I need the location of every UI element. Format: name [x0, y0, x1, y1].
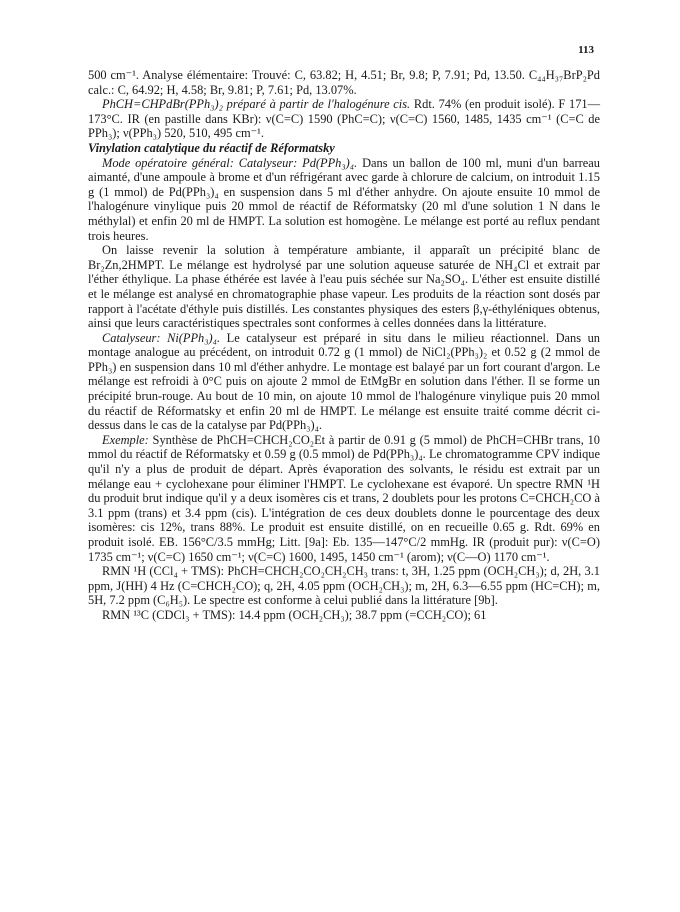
paragraph-cis-complex [88, 97, 600, 141]
paragraph-workup: On laisse revenir la solution à température ambiante, il apparaît un précipité blanc de Br₂Zn,2HMPT. Le mélange est hydrolysé par une solution aqueuse saturée de NH₄Cl et extrait par l'éther éthylique. La phase éthérée est lavée à l'eau puis séchée sur Na₂SO₄. L'éther est ensuite distillé et le mélange est analysé en chromatographie phase vapeur. Les produits de la réaction sont dosés par rapport à l'acétate d'éthyle puis distillés. Les constantes physiques des esters β,γ-éthyléniques obtenus, ainsi que leurs caractéristiques spectrales sont conformes à celles données dans la littérature. [88, 243, 600, 331]
paragraph-lead: Catalyseur: Ni(PPh₃)₄. [102, 330, 221, 345]
paragraph-lead: Exemple: [102, 432, 149, 447]
paragraph-nmr-13c: RMN ¹³C (CDCl₃ + TMS): 14.4 ppm (OCH₂CH₃); 38.7 ppm (=CCH₂CO); 61 [102, 607, 487, 622]
paragraph-nickel-catalyst [88, 331, 600, 433]
paragraph-analysis: 500 cm⁻¹. Analyse élémentaire: Trouvé: C, 63.82; H, 4.51; Br, 9.8; P, 7.91; Pd, 13.50. C₄₄H₃₇BrP₂Pd calc.: C, 64.92; H, 4.58; Br, 9.81; P, 7.61; Pd, 13.07%. [88, 68, 600, 97]
paragraph-nmr-1h: RMN ¹H (CCl₄ + TMS): PhCH=CHCH₂CO₂CH₂CH₃ trans: t, 3H, 1.25 ppm (OCH₂CH₃); d, 2H, 3.1 ppm, J(HH) 4 Hz (C=CHCH₂CO); q, 2H, 4.05 ppm (OCH₂CH₃); m, 2H, 6.3—6.55 ppm (HC=CH); m, 5H, 7.2 ppm (C₆H₅). Le spectre est conforme à celui publié dans la littérature [9b]. [88, 564, 600, 608]
paragraph-body: Synthèse de PhCH=CHCH₂CO₂Et à partir de 0.91 g (5 mmol) de PhCH=CHBr trans, 10 mmol du réactif de Réformatsky et 0.59 g (0.5 mmol) de Pd(PPh₃)₄. Le chromatogramme CPV indique qu'il n'y a plus de produit de départ. Après évaporation des solvants, le résidu est extrait par un mélange eau + cyclohexane pour éliminer l'HMPT. Le cyclohexane est évaporé. Un spectre RMN ¹H du produit brut indique qu'il y a deux isomères cis et trans, 2 doublets pour les protons C=CHCH₂CO à 3.1 ppm (trans) et 3.4 ppm (cis). L'intégration de ces deux doublets donne le pourcentage des deux isomères: cis 12%, trans 88%. Le produit est ensuite distillé, on en recueille 0.65 g. Rdt. 69% en produit isolé. EB. 156°C/3.5 mmHg; Litt. [9a]: Eb. 135—147°C/2 mmHg. IR (produit pur): ν(C=O) 1735 cm⁻¹; ν(C=C) 1650 cm⁻¹; ν(C=C) 1600, 1495, 1450 cm⁻¹ (arom); ν(C—O) 1170 cm⁻¹. [88, 432, 600, 564]
section-heading: Vinylation catalytique du réactif de Réformatsky [88, 140, 335, 155]
paragraph-lead: PhCH=CHPdBr(PPh₃)₂ préparé à partir de l'halogénure cis. [102, 97, 411, 112]
paragraph-body: Le catalyseur est préparé in situ dans le milieu réactionnel. Dans un montage analogue au précédent, on introduit 0.72 g (1 mmol) de NiCl₂(PPh₃)₂ et 0.52 g (2 mmol de PPh₃) en suspension dans 10 ml d'éther anhydre. Le montage est balayé par un fort courant d'argon. Le mélange est refroidi à 0°C puis on ajoute 2 mmol de EtMgBr en solution dans l'éther. Il se forme un précipité brun-rouge. Au bout de 10 min, on ajoute 10 mmol de l'halogénure vinylique puis 20 mmol du réactif de Réformatsky et enfin 20 ml de HMPT. Le mélange est ensuite traité comme décrit ci-dessus dans le cas de la catalyse par Pd(PPh₃)₄. [88, 330, 601, 433]
paragraph-example [88, 433, 600, 564]
paragraph-general-procedure [88, 156, 600, 244]
paragraph-body: Dans un ballon de 100 ml, muni d'un barreau aimanté, d'une ampoule à brome et d'un réfrigérant avec garde à chlorure de calcium, on introduit 1.15 g (1 mmol) de Pd(PPh₃)₄ en suspension dans 5 ml d'éther anhydre. On ajoute ensuite 10 mmol de l'halogénure vinylique puis 20 mmol de réactif de Réformatsky (20 ml d'une solution 1 N dans le méthylal) et enfin 20 ml de HMPT. La solution est homogène. Le mélange est porté au reflux pendant trois heures. [88, 155, 600, 243]
paragraph-body: Rdt. 74% (en produit isolé). F 171—173°C. IR (en pastille dans KBr): ν(C=C) 1590 (PhC=C); ν(C=C) 1560, 1485, 1435 cm⁻¹ (C=C de PPh₃); ν(PPh₃) 520, 510, 495 cm⁻¹. [88, 97, 600, 141]
body-text [88, 68, 600, 623]
paragraph-lead: Mode opératoire général: Catalyseur: Pd(PPh₃)₄. [102, 155, 358, 170]
page-number: 113 [578, 44, 594, 56]
